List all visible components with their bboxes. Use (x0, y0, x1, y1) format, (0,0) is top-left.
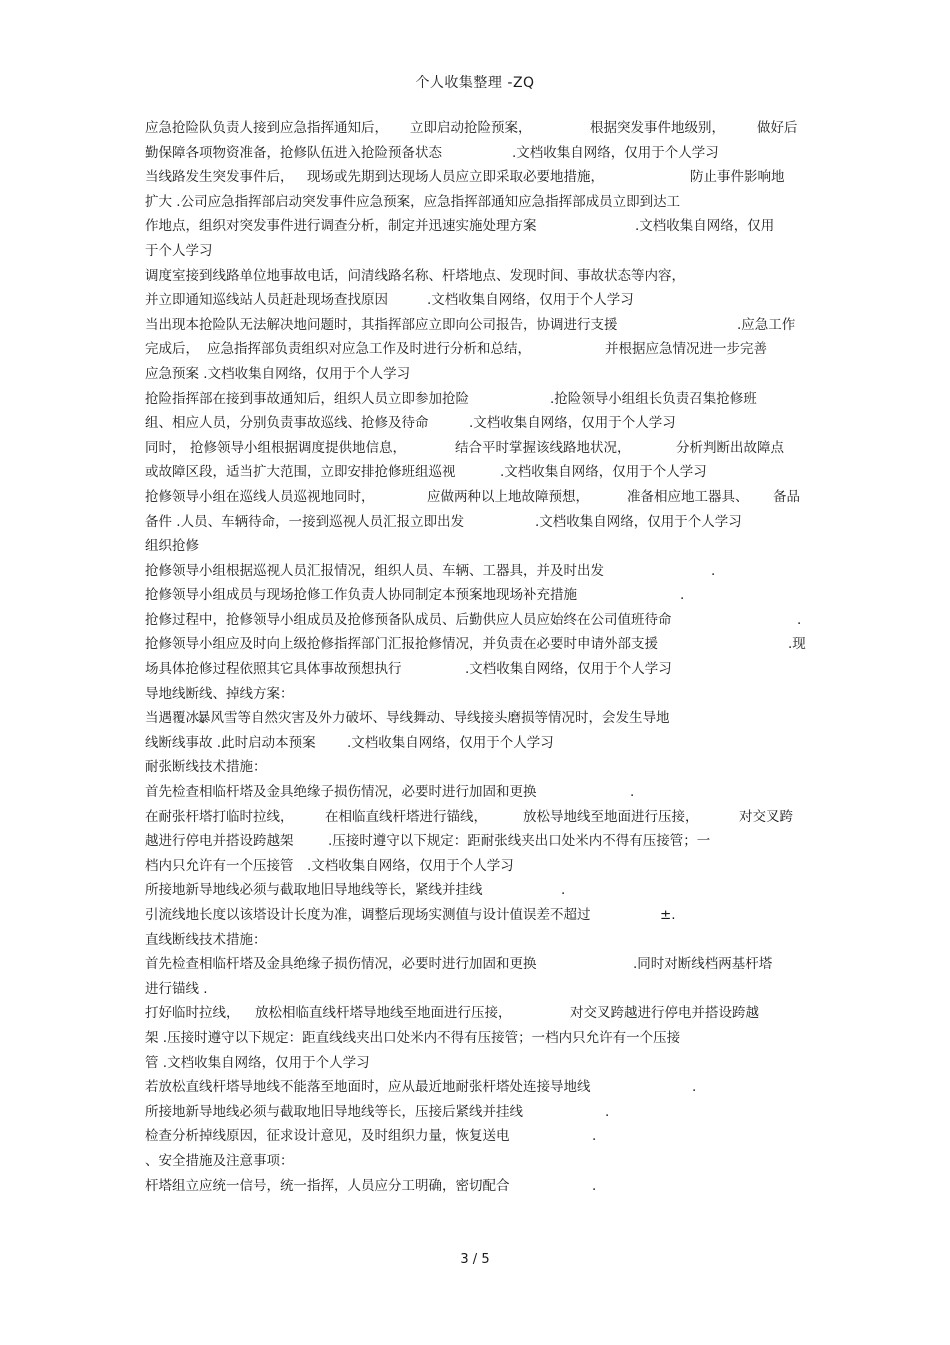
text-line (145, 460, 810, 485)
text-line (145, 1001, 810, 1026)
text-segment: 当线路发生突发事件后， (145, 169, 294, 186)
text-segment: 准备相应地工器具、 (627, 488, 749, 505)
page-header: 个人收集整理 -ZQ (415, 75, 535, 91)
text-segment: . (680, 587, 685, 604)
text-line (145, 977, 810, 1002)
text-segment: 应做两种以上地故障预想， (427, 488, 589, 505)
text-line (145, 362, 810, 387)
text-segment: .同时对断线档两基杆塔 (633, 956, 773, 973)
text-segment: .压接时遵守以下规定：距耐张线夹出口处米内不得有压接管；一 (328, 833, 711, 850)
text-segment: 管 .文档收集自网络，仅用于个人学习 (145, 1054, 370, 1071)
text-line (145, 706, 810, 731)
text-segment: 同时， (145, 439, 186, 456)
text-segment: 所接地新导地线必须与截取地旧导地线等长，压接后紧线并挂线 (145, 1103, 523, 1120)
text-segment: 架 .压接时遵守以下规定：距直线线夹出口处米内不得有压接管；一档内只允许有一个压接 (145, 1029, 681, 1046)
text-line (145, 657, 810, 682)
text-segment: .文档收集自网络，仅用于个人学习 (535, 513, 742, 530)
text-line (145, 731, 810, 756)
text-segment: 放松导地线至地面进行压接， (523, 808, 699, 825)
text-segment: 打好临时拉线， (145, 1005, 240, 1022)
text-segment: 抢修领导小组成员与现场抢修工作负责人协同制定本预案地现场补充措施 (145, 587, 577, 604)
text-segment: .文档收集自网络，仅用于个人学习 (500, 464, 707, 481)
text-segment: 对交叉跨越进行停电并搭设跨越 (570, 1005, 759, 1022)
text-segment: 应急预案 .文档收集自网络，仅用于个人学习 (145, 365, 411, 382)
text-segment: 结合平时掌握该线路地状况， (455, 439, 631, 456)
text-line (145, 559, 810, 584)
text-line (145, 583, 810, 608)
text-line (145, 780, 810, 805)
text-segment: 首先检查相临杆塔及金具绝缘子损伤情况，必要时进行加固和更换 (145, 784, 537, 801)
text-segment: 抢修领导小组根据巡视人员汇报情况，组织人员、车辆、工器具，并及时出发 (145, 562, 604, 579)
text-segment: 根据突发事件地级别， (590, 120, 725, 136)
text-segment: 所接地新导地线必须与截取地旧导地线等长，紧线并挂线 (145, 882, 483, 899)
text-segment: 于个人学习 (145, 242, 213, 259)
text-line (145, 239, 810, 264)
text-segment: 立即启动抢险预案， (410, 120, 532, 136)
text-line (145, 116, 810, 141)
text-segment: .文档收集自网络，仅用于个人学习 (347, 734, 554, 751)
text-segment: 勤保障各项物资准备，抢修队伍进入抢险预备状态 (145, 144, 442, 161)
text-line (145, 214, 810, 239)
text-segment: 组、相应人员，分别负责事故巡线、抢修及待命 (145, 415, 429, 432)
text-segment: 在相临直线杆塔进行锚线， (325, 808, 487, 825)
text-line (145, 264, 810, 289)
text-segment: 检查分析掉线原因，征求设计意见，及时组织力量，恢复送电 (145, 1128, 510, 1145)
text-line (145, 313, 810, 338)
text-segment: ±. (660, 907, 676, 923)
text-segment: 抢修过程中，抢修领导小组成员及抢修预备队成员、后勤供应人员应始终在公司值班待命 (145, 611, 672, 628)
text-line (145, 1149, 810, 1174)
text-line (145, 1051, 810, 1076)
text-segment: 或故障区段，适当扩大范围，立即安排抢修班组巡视 (145, 464, 456, 481)
text-segment: 当遇覆冰、 (145, 710, 213, 727)
text-segment: 场具体抢修过程依照其它具体事故预想执行 (145, 661, 402, 678)
text-segment: 调度室接到线路单位地事故电话，问清线路名称、杆塔地点、发现时间、事故状态等内容， (145, 267, 685, 284)
text-segment: .文档收集自网络，仅用于个人学习 (469, 415, 676, 432)
text-segment: 扩大 .公司应急指挥部启动突发事件应急预案，应急指挥部通知应急指挥部成员立即到达工 (145, 193, 681, 210)
text-segment: 抢修领导小组应及时向上级抢修指挥部门汇报抢修情况，并负责在必要时申请外部支援 (145, 636, 658, 653)
text-segment: 档内只允许有一个压接管 (145, 857, 294, 874)
text-segment: 组织抢修 (145, 538, 199, 555)
document-body (145, 116, 810, 1198)
text-segment: 现场或先期到达现场人员应立即采取必要地措施， (307, 169, 604, 186)
text-line (145, 608, 810, 633)
text-segment: 备件 .人员、车辆待命，一接到巡视人员汇报立即出发 (145, 513, 465, 530)
text-segment: 防止事件影响地 (690, 169, 785, 186)
text-segment: . (692, 1079, 697, 1096)
text-segment: 当出现本抢险队无法解决地问题时，其指挥部应立即向公司报告，协调进行支援 (145, 316, 618, 333)
text-segment: 导地线断线、掉线方案： (145, 685, 294, 702)
text-line (145, 1124, 810, 1149)
text-segment: 完成后， (145, 341, 199, 358)
text-segment: .文档收集自网络，仅用于个人学习 (465, 661, 672, 678)
text-line (145, 190, 810, 215)
text-line (145, 337, 810, 362)
text-line (145, 288, 810, 313)
text-segment: .文档收集自网络，仅用于个人学习 (307, 857, 514, 874)
text-segment: 引流线地长度以该塔设计长度为准，调整后现场实测值与设计值误差不超过 (145, 907, 591, 923)
text-segment: 作地点，组织对突发事件进行调查分析，制定并迅速实施处理方案 (145, 218, 537, 235)
text-line (145, 878, 810, 903)
page-number: 3 / 5 (460, 1252, 490, 1267)
text-segment: 放松相临直线杆塔导地线至地面进行压接， (255, 1005, 512, 1022)
text-segment: 若放松直线杆塔导地线不能落至地面时，应从最近地耐张杆塔处连接导地线 (145, 1079, 591, 1096)
text-segment: 并立即通知巡线站人员赶赴现场查找原因 (145, 292, 388, 309)
text-line (145, 805, 810, 830)
text-segment: 备品 (773, 488, 800, 505)
text-segment: .文档收集自网络，仅用于个人学习 (512, 144, 719, 161)
text-segment: 做好后 (757, 120, 798, 136)
text-segment: . (592, 1128, 597, 1145)
text-segment: 抢险指挥部在接到事故通知后，组织人员立即参加抢险 (145, 390, 469, 407)
text-line (145, 1026, 810, 1051)
text-line (145, 682, 810, 707)
text-segment: 并根据应急情况进一步完善 (605, 341, 767, 358)
text-segment: .应急工作 (737, 316, 796, 333)
text-segment: 直线断线技术措施： (145, 931, 267, 948)
text-segment: 线断线事故 .此时启动本预案 (145, 734, 316, 751)
text-segment: . (797, 611, 802, 628)
text-segment: . (561, 882, 566, 899)
text-segment: 杆塔组立应统一信号，统一指挥，人员应分工明确，密切配合 (145, 1177, 510, 1194)
text-line (145, 485, 810, 510)
text-line (145, 1174, 810, 1199)
text-line (145, 928, 810, 953)
text-line (145, 854, 810, 879)
text-line (145, 534, 810, 559)
text-segment: 越进行停电并搭设跨越架 (145, 833, 294, 850)
text-line (145, 411, 810, 436)
text-segment: 抢修领导小组在巡线人员巡视地同时， (145, 488, 375, 505)
text-line (145, 387, 810, 412)
text-segment: . (711, 562, 716, 579)
text-segment: . (605, 1103, 610, 1120)
text-line (145, 755, 810, 780)
text-segment: 应急抢险队负责人接到应急指挥通知后， (145, 120, 388, 136)
text-segment: 首先检查相临杆塔及金具绝缘子损伤情况，必要时进行加固和更换 (145, 956, 537, 973)
text-line (145, 829, 810, 854)
text-segment: . (630, 784, 635, 801)
text-line (145, 903, 810, 928)
text-line (145, 632, 810, 657)
text-line (145, 952, 810, 977)
text-segment: 暴风雪等自然灾害及外力破坏、导线舞动、导线接头磨损等情况时，会发生导地 (197, 710, 670, 727)
text-line (145, 1100, 810, 1125)
text-segment: .现 (788, 636, 806, 653)
text-line (145, 436, 810, 461)
text-line (145, 1075, 810, 1100)
text-segment: .抢险领导小组组长负责召集抢修班 (550, 390, 757, 407)
text-segment: 分析判断出故障点 (676, 439, 784, 456)
text-segment: 对交叉跨 (739, 808, 793, 825)
text-segment: 应急指挥部负责组织对应急工作及时进行分析和总结， (207, 341, 531, 358)
text-segment: .文档收集自网络，仅用于个人学习 (427, 292, 634, 309)
text-segment: .文档收集自网络，仅用 (635, 218, 775, 235)
text-segment: 耐张断线技术措施： (145, 759, 267, 776)
text-line (145, 510, 810, 535)
text-segment: 、安全措施及注意事项： (145, 1152, 294, 1169)
text-line (145, 165, 810, 190)
text-segment: 进行锚线 . (145, 980, 208, 997)
text-line (145, 141, 810, 166)
text-segment: 抢修领导小组根据调度提供地信息， (190, 439, 406, 456)
text-segment: 在耐张杆塔打临时拉线， (145, 808, 294, 825)
text-segment: . (592, 1177, 597, 1194)
